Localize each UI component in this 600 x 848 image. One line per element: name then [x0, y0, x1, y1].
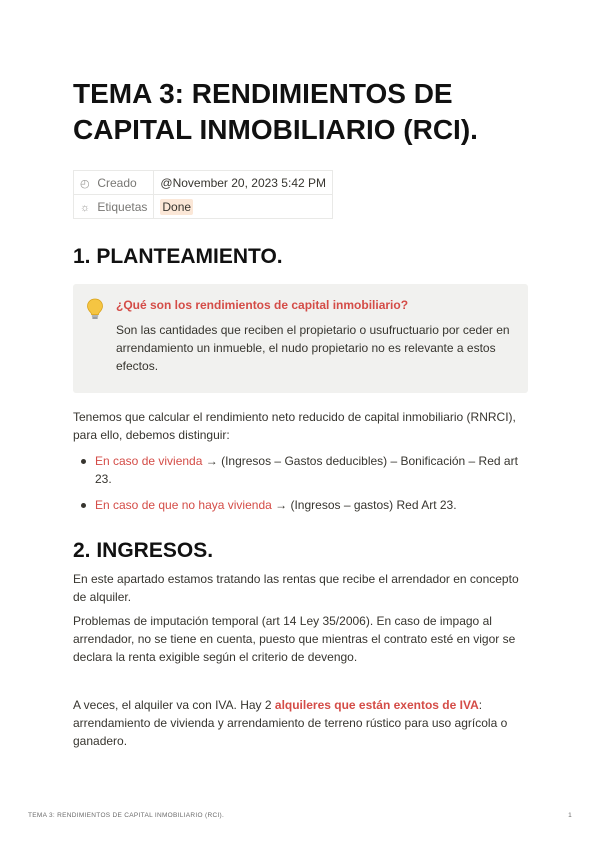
- section-heading-planteamiento: 1. PLANTEAMIENTO.: [73, 245, 283, 268]
- property-label: Etiquetas: [97, 199, 148, 214]
- list-item: [73, 452, 528, 488]
- paragraph: Problemas de imputación temporal (art 14 Ley 35/2006). En caso de impago al arrendador, no se tiene en cuenta, puesto que mientras el contrato esté en vigor se declara la renta exigible según el criterio de devengo.: [73, 614, 516, 664]
- paragraph: A veces, el alquiler va con IVA. Hay 2 alquileres que están exentos de IVA: arrendamiento de vivienda y arrendamiento de terreno rústico para uso agrícola o ganadero.: [73, 698, 508, 748]
- status-tag[interactable]: Done: [162, 199, 192, 214]
- list-item: [73, 496, 528, 514]
- section-heading-ingresos: 2. INGRESOS.: [73, 539, 214, 562]
- properties-table: [73, 170, 333, 219]
- page-footer: [28, 812, 572, 819]
- list-item-text: → (Ingresos – gastos) Red Art 23.: [271, 498, 457, 512]
- callout-box: [73, 284, 528, 393]
- highlight-text: alquileres que están exentos de IVA: [274, 698, 479, 712]
- clock-icon: ◴: [80, 177, 90, 190]
- list-item-text: → (Ingresos – Gastos deducibles) – Bonificación – Red art 23.: [95, 454, 518, 486]
- callout-answer: Son las cantidades que reciben el propietario o usufructuario por ceder en arrendamiento un inmueble, el nudo propietario no es relevante a estos efectos.: [116, 323, 510, 373]
- intro-paragraph: Tenemos que calcular el rendimiento neto reducido de capital inmobiliario (RNRCI), para ello, debemos distinguir:: [73, 410, 516, 442]
- bullet-list: [73, 452, 528, 514]
- property-row-tags: [74, 195, 333, 219]
- list-item-highlight: En caso de que no haya vivienda: [95, 498, 272, 512]
- bullet-dot: [81, 459, 86, 464]
- property-value: @November 20, 2023 5:42 PM: [154, 171, 333, 195]
- paragraph: En este apartado estamos tratando las rentas que recibe el arrendador en concepto de alquiler.: [73, 572, 519, 604]
- lightbulb-icon: [86, 298, 104, 320]
- footer-title: TEMA 3: RENDIMIENTOS DE CAPITAL INMOBILIARIO (RCI).: [28, 812, 225, 819]
- loader-icon: ☼: [80, 201, 91, 214]
- page-title: TEMA 3: RENDIMIENTOS DE CAPITAL INMOBILIARIO (RCI).: [73, 78, 478, 145]
- property-label: Creado: [97, 175, 137, 190]
- property-row-created: [74, 171, 333, 195]
- callout-question: ¿Qué son los rendimientos de capital inmobiliario?: [116, 298, 409, 312]
- list-item-highlight: En caso de vivienda: [95, 454, 203, 468]
- bullet-dot: [81, 503, 86, 508]
- page-number: 1: [568, 812, 572, 819]
